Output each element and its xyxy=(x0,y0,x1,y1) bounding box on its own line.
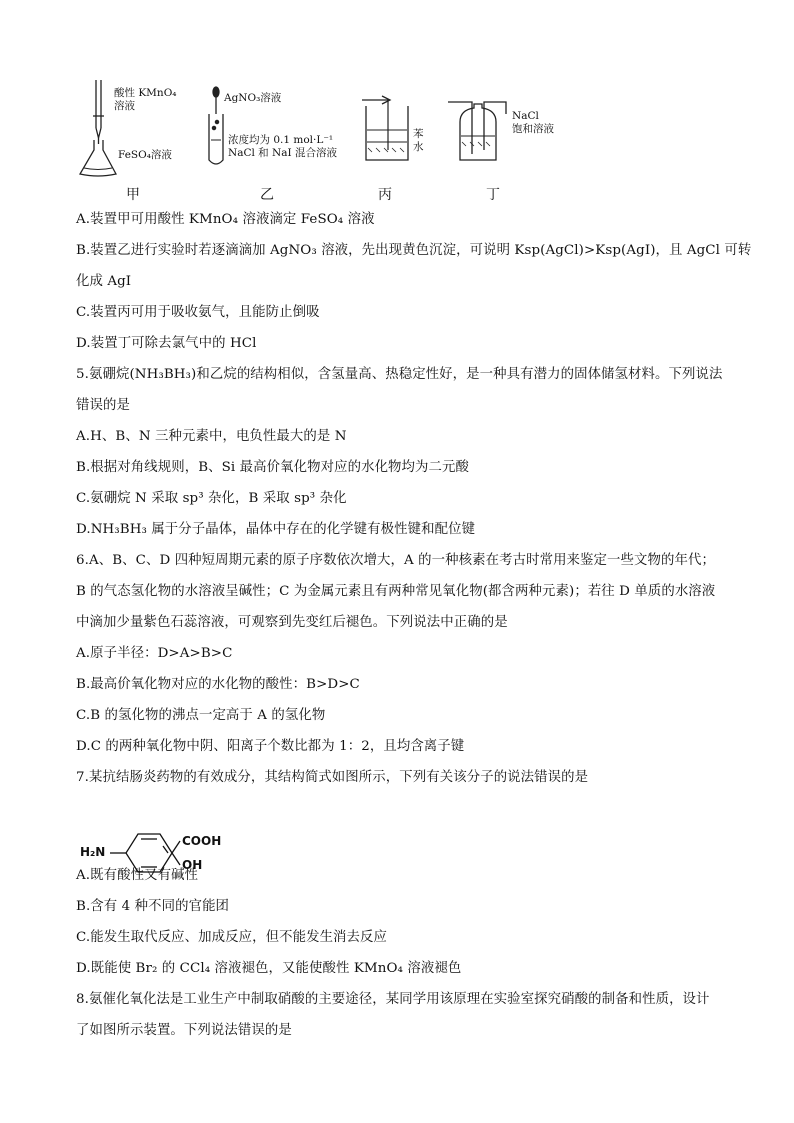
text-line: 化成 AgI xyxy=(76,274,132,289)
text-line: 错误的是 xyxy=(76,398,130,413)
caption-bing: 丙 xyxy=(378,187,392,203)
label-jia-flask: FeSO₄溶液 xyxy=(118,149,172,161)
question-6: 6.A、B、C、D 四种短周期元素的原子序数依次增大，A 的一种核素在考古时常用来鉴定一些文物的年代； xyxy=(76,553,715,568)
text-line: A.原子半径：D>A>B>C xyxy=(76,646,233,661)
label-jia-reagent: 酸性 KMnO₄ 溶液 xyxy=(114,87,177,112)
text-line: C.装置丙可用于吸收氨气，且能防止倒吸 xyxy=(76,305,320,320)
text-line: A.既有酸性又有碱性 xyxy=(76,868,199,883)
dropper-and-tube xyxy=(209,87,223,164)
label-ding-reagent: NaCl 饱和溶液 xyxy=(512,110,554,135)
caption-ding: 丁 xyxy=(486,187,500,203)
text-line: D.C 的两种氧化物中阴、阳离子个数比都为 1：2，且均含离子键 xyxy=(76,739,465,754)
label-yi-tube: 浓度均为 0.1 mol·L⁻¹ NaCl 和 NaI 混合溶液 xyxy=(228,134,337,159)
text-line: A.H、B、N 三种元素中，电负性最大的是 N xyxy=(76,429,347,444)
text-line: D.NH₃BH₃ 属于分子晶体，晶体中存在的化学键有极性键和配位键 xyxy=(76,522,476,537)
label-yi-reagent: AgNO₃溶液 xyxy=(224,92,282,104)
question-5: 5.氨硼烷(NH₃BH₃)和乙烷的结构相似，含氢量高、热稳定性好，是一种具有潜力的固体储氢材料。下列说法 xyxy=(76,367,723,382)
hydroxyl-group: OH xyxy=(182,858,203,872)
text-line: C.能发生取代反应、加成反应，但不能发生消去反应 xyxy=(76,930,388,945)
text-line: D.装置丁可除去氯气中的 HCl xyxy=(76,336,257,351)
text-line: C.氨硼烷 N 采取 sp³ 杂化，B 采取 sp³ 杂化 xyxy=(76,491,347,506)
beaker-with-tube xyxy=(362,96,408,160)
text-line: 了如图所示装置。下列说法错误的是 xyxy=(76,1023,292,1038)
text-line: C.B 的氢化物的沸点一定高于 A 的氢化物 xyxy=(76,708,326,723)
text-line: D.既能使 Br₂ 的 CCl₄ 溶液褪色，又能使酸性 KMnO₄ 溶液褪色 xyxy=(76,961,462,976)
text-line: A.装置甲可用酸性 KMnO₄ 溶液滴定 FeSO₄ 溶液 xyxy=(76,212,375,227)
caption-jia: 甲 xyxy=(126,187,140,203)
burette-and-flask xyxy=(80,80,116,176)
caption-yi: 乙 xyxy=(260,187,274,203)
text-line: B.装置乙进行实验时若逐滴滴加 AgNO₃ 溶液，先出现黄色沉淀，可说明 Ksp(AgCl)>Ksp(AgI)，且 AgCl 可转 xyxy=(76,243,752,258)
label-bing-liquid: 苯 水 xyxy=(413,128,424,153)
question-8: 8.氨催化氧化法是工业生产中制取硝酸的主要途径，某同学用该原理在实验室探究硝酸的制备和性质，设计 xyxy=(76,992,710,1007)
gas-washing-bottle xyxy=(448,102,506,160)
text-line: B 的气态氢化物的水溶液呈碱性；C 为金属元素且有两种常见氧化物(都含两种元素)；若往 D 单质的水溶液 xyxy=(76,584,716,599)
apparatus-figure xyxy=(76,78,636,208)
carboxyl-group: COOH xyxy=(182,834,222,848)
text-line: B.最高价氧化物对应的水化物的酸性：B>D>C xyxy=(76,677,360,692)
text-line: 中滴加少量紫色石蕊溶液，可观察到先变红后褪色。下列说法中正确的是 xyxy=(76,615,508,630)
text-line: B.根据对角线规则，B、Si 最高价氧化物对应的水化物均为二元酸 xyxy=(76,460,470,475)
amine-group: H₂N xyxy=(80,845,106,859)
question-7: 7.某抗结肠炎药物的有效成分，其结构简式如图所示，下列有关该分子的说法错误的是 xyxy=(76,770,589,785)
text-line: B.含有 4 种不同的官能团 xyxy=(76,899,230,914)
